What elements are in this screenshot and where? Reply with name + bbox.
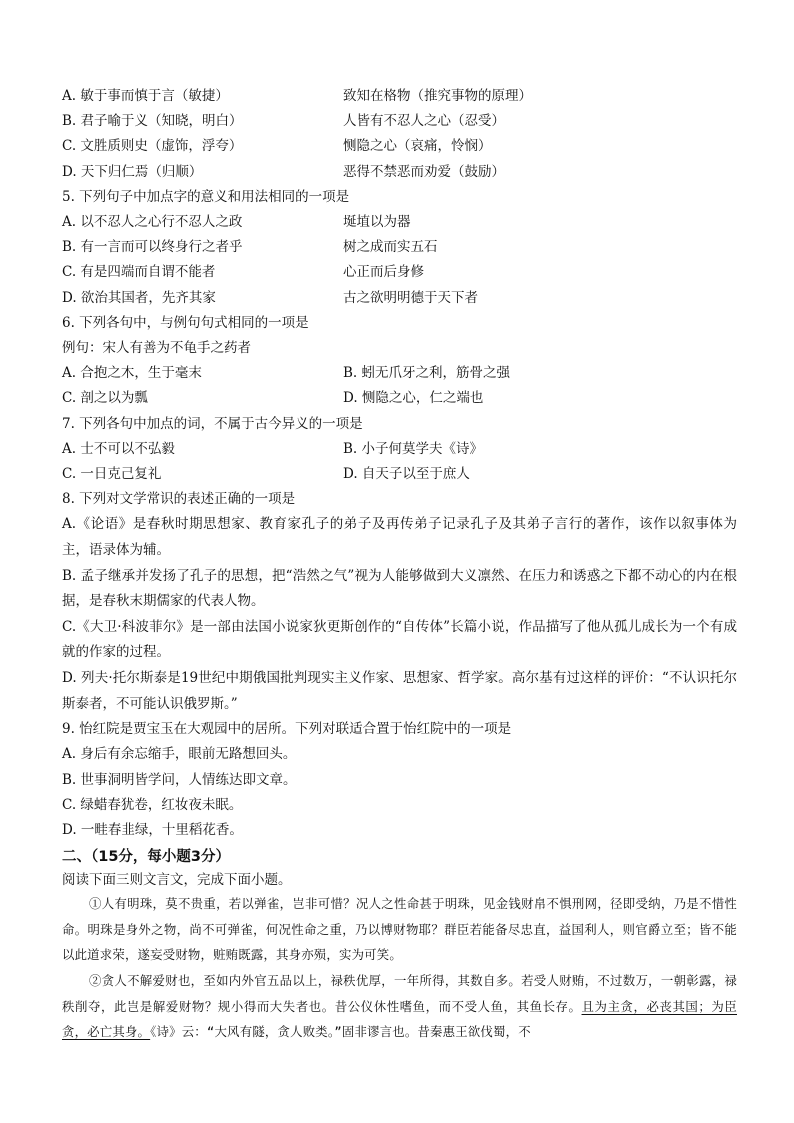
q5-option-c-right: 心正而后身修 (343, 264, 424, 281)
passage-2-part-a: ②贪人不解爱财也，至如内外官五品以上，禄秩优厚，一年所得，其数自多。若受人财贿，不过数万，一朝彰露，禄秩削夺，此岂是解爱财物？规小得而大失者也。昔公仪休性嗜鱼，而不受人鱼，其鱼长存。 (62, 973, 737, 1014)
q5-option-c (62, 260, 737, 285)
q6-option-b: B. 蚓无爪牙之利，筋骨之强 (343, 365, 511, 382)
q7-options-ab (62, 437, 737, 462)
section-heading: 二、（15分，每小题3分） (62, 849, 231, 866)
q9-option-b: B. 世事洞明皆学问，人情练达即文章。 (62, 771, 297, 788)
q5-option-b (62, 235, 737, 260)
q8-option-a: A.《论语》是春秋时期思想家、教育家孔子的弟子及再传弟子记录孔子及其弟子言行的著作，该作以叙事体为主，语录体为辅。 (62, 516, 737, 559)
passage-2-part-b: 《诗》云：“大风有隧，贪人败类。”固非谬言也。昔秦惠王欲伐蜀，不 (150, 1024, 531, 1040)
passage-2 (62, 968, 737, 1045)
q5-stem: 5. 下列句子中加点字的意义和用法相同的一项是 (62, 188, 350, 205)
q5-option-a-left: A. 以不忍人之心行不忍人之政 (62, 214, 243, 231)
passage-2-underlined-sentence: 且为主贪，必丧其国；为臣贪，必亡其身。 (62, 998, 737, 1040)
q5-option-a (62, 210, 737, 235)
q9-stem: 9. 怡红院是贾宝玉在大观园中的居所。下列对联适合置于怡红院中的一项是 (62, 721, 512, 738)
q9-option-a: A. 身后有余忘缩手，眼前无路想回头。 (62, 746, 297, 763)
q7-options-cd (62, 462, 737, 487)
q6-option-c: C. 剖之以为瓢 (62, 390, 148, 407)
q4-option-d-right: 恶得不禁恶而劝爱（鼓励） (343, 163, 505, 180)
exam-page (62, 84, 737, 1045)
q4-option-d-left: D. 天下归仁焉（归顺） (62, 163, 203, 180)
q7-option-b: B. 小子何莫学夫《诗》 (343, 440, 484, 457)
q8-option-c: C.《大卫·科波菲尔》是一部由法国小说家狄更斯创作的“自传体”长篇小说，作品描写了他从孤儿成长为一个有成就的作家的过程。 (62, 618, 737, 661)
q4-option-a (62, 84, 737, 109)
q7-option-d: D. 自天子以至于庶人 (343, 466, 470, 483)
q5-option-a-right: 埏埴以为器 (343, 214, 411, 231)
q4-option-c-left: C. 文胜质则史（虚饰，浮夸） (62, 138, 243, 155)
q9-option-c: C. 绿蜡春犹卷，红妆夜未眠。 (62, 796, 243, 813)
q5-option-d (62, 286, 737, 311)
q5-option-b-left: B. 有一言而可以终身行之者乎 (62, 239, 243, 256)
q4-option-b-right: 人皆有不忍人之心（忍受） (343, 113, 505, 130)
q4-option-c-right: 恻隐之心（哀痛，怜悯） (343, 138, 492, 155)
q4-option-c (62, 134, 737, 159)
q4-option-a-right: 致知在格物（推究事物的原理） (343, 88, 532, 104)
q4-option-a-left: A. 敏于事而慎于言（敏捷） (62, 88, 229, 104)
q6-example: 例句：宋人有善为不龟手之药者 (62, 340, 251, 357)
q5-option-d-right: 古之欲明明德于天下者 (343, 289, 478, 306)
q6-stem: 6. 下列各句中，与例句句式相同的一项是 (62, 314, 309, 331)
q6-option-d: D. 恻隐之心，仁之端也 (343, 390, 484, 407)
q5-option-c-left: C. 有是四端而自谓不能者 (62, 264, 216, 281)
q4-option-b-left: B. 君子喻于义（知晓，明白） (62, 113, 243, 130)
q6-options-cd (62, 386, 737, 411)
q6-option-a: A. 合抱之木，生于毫末 (62, 365, 202, 382)
q5-option-b-right: 树之成而实五石 (343, 239, 438, 256)
q7-option-c: C. 一日克己复礼 (62, 466, 162, 483)
q8-stem: 8. 下列对文学常识的表述正确的一项是 (62, 491, 296, 508)
section-intro: 阅读下面三则文言文，完成下面小题。 (62, 872, 292, 889)
q5-option-d-left: D. 欲治其国者，先齐其家 (62, 289, 216, 306)
q8-option-b: B. 孟子继承并发扬了孔子的思想，把“浩然之气”视为人能够做到大义凛然、在压力和诱惑之下都不动心的内在根据，是春秋末期儒家的代表人物。 (62, 567, 737, 610)
q4-option-b (62, 109, 737, 134)
q9-option-d: D. 一畦春韭绿，十里稻花香。 (62, 822, 243, 839)
passage-1: ①人有明珠，莫不贵重，若以弹雀，岂非可惜？况人之性命甚于明珠，见金钱财帛不惧刑网，径即受纳，乃是不惜性命。明珠是身外之物，尚不可弹雀，何况性命之重，乃以博财物耶？群臣若能备尽忠直，益国利人，则官爵立至；皆不能以此道求荣，遂妄受财物，赃贿既露，其身亦殒，实为可笑。 (62, 896, 737, 963)
q4-option-d (62, 160, 737, 185)
q7-stem: 7. 下列各句中加点的词，不属于古今异义的一项是 (62, 415, 363, 432)
q6-options-ab (62, 361, 737, 386)
q7-option-a: A. 士不可以不弘毅 (62, 440, 175, 457)
q8-option-d: D. 列夫·托尔斯泰是19世纪中期俄国批判现实主义作家、思想家、哲学家。高尔基有过这样的评价：“不认识托尔斯泰者，不可能认识俄罗斯。” (62, 670, 737, 712)
